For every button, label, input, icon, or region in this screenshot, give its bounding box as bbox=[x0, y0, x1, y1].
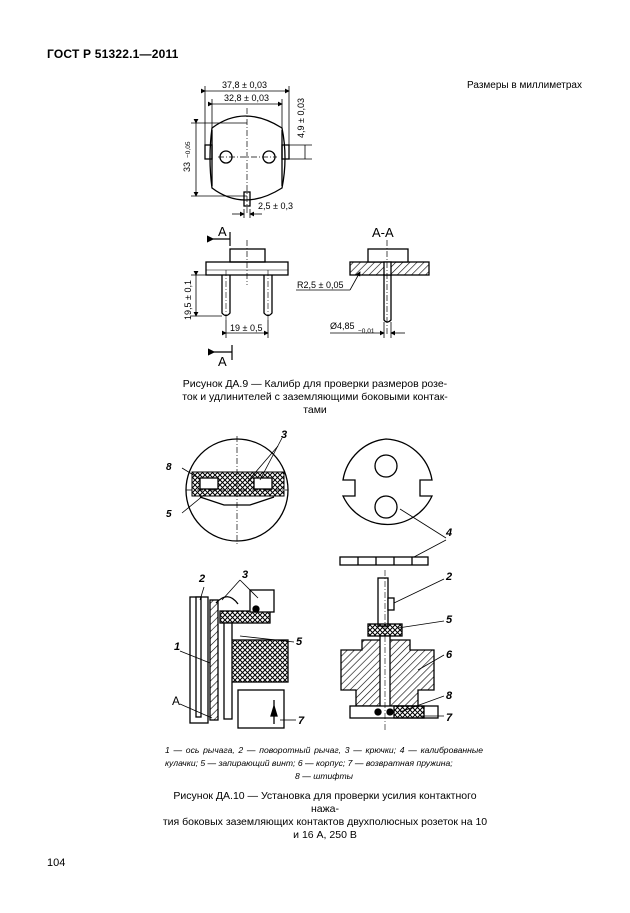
label-a: А bbox=[172, 694, 181, 708]
device-top-view bbox=[182, 436, 288, 545]
section-title-aa: А-А bbox=[372, 225, 394, 240]
dim-4-9: 4,9 ± 0,03 bbox=[296, 98, 306, 138]
label-8-right: 8 bbox=[446, 690, 453, 702]
device-side-view bbox=[180, 580, 296, 728]
label-3-left: 3 bbox=[242, 569, 249, 581]
figure-da10-caption: Рисунок ДА.10 — Установка для проверки усилия контактного нажа- тия боковых заземляющих контактов двухполюсных розеток на 10 и 16 А, 250 В bbox=[162, 790, 488, 841]
dim-19: 19 ± 0,5 bbox=[230, 323, 263, 333]
dim-d4-85: Ø4,85 bbox=[330, 321, 355, 331]
label-1: 1 bbox=[174, 641, 181, 653]
label-2-left: 2 bbox=[199, 573, 206, 585]
label-7-left: 7 bbox=[298, 715, 305, 727]
label-7-right: 7 bbox=[446, 712, 453, 724]
label-8-top: 8 bbox=[166, 462, 172, 473]
label-6: 6 bbox=[446, 649, 453, 661]
device-section-view bbox=[341, 570, 444, 730]
label-4: 4 bbox=[446, 527, 453, 539]
dim-37-8: 37,8 ± 0,03 bbox=[222, 80, 267, 90]
label-2-right: 2 bbox=[446, 571, 453, 583]
label-5-left: 5 bbox=[296, 636, 303, 648]
figure-da10-legend: 1 — ось рычага, 2 — поворотный рычаг, 3 — крючки; 4 — калиброванные кулачки; 5 — запирающий винт; 6 — корпус; 7 — возвратная пружина; 8 — штифты bbox=[165, 745, 483, 781]
figure-da9-caption: Рисунок ДА.9 — Калибр для проверки размеров розе- ток и удлинителей с заземляющими боковыми контак- тами bbox=[182, 378, 448, 416]
section-label-a-bottom: А bbox=[218, 354, 227, 369]
dim-33: 33 bbox=[182, 161, 192, 172]
dim-r2-5: R2,5 ± 0,05 bbox=[297, 280, 344, 290]
label-3-top: 3 bbox=[281, 429, 288, 441]
cam-top-view bbox=[340, 439, 446, 565]
page-header-standard: ГОСТ Р 51322.1—2011 bbox=[47, 47, 179, 61]
dim-32-8: 32,8 ± 0,03 bbox=[224, 93, 269, 103]
dim-19-5: 19,5 ± 0,1 bbox=[183, 280, 193, 320]
dim-d4-85-tol: −0,01 bbox=[358, 328, 375, 335]
units-note: Размеры в миллиметрах bbox=[467, 80, 582, 91]
dim-33-tol: −0,05 bbox=[185, 141, 192, 158]
dim-2-5: 2,5 ± 0,3 bbox=[258, 201, 293, 211]
section-label-a-top: А bbox=[218, 224, 227, 239]
label-5-top: 5 bbox=[166, 509, 172, 520]
label-5-right: 5 bbox=[446, 614, 453, 626]
page-number: 104 bbox=[47, 857, 66, 869]
